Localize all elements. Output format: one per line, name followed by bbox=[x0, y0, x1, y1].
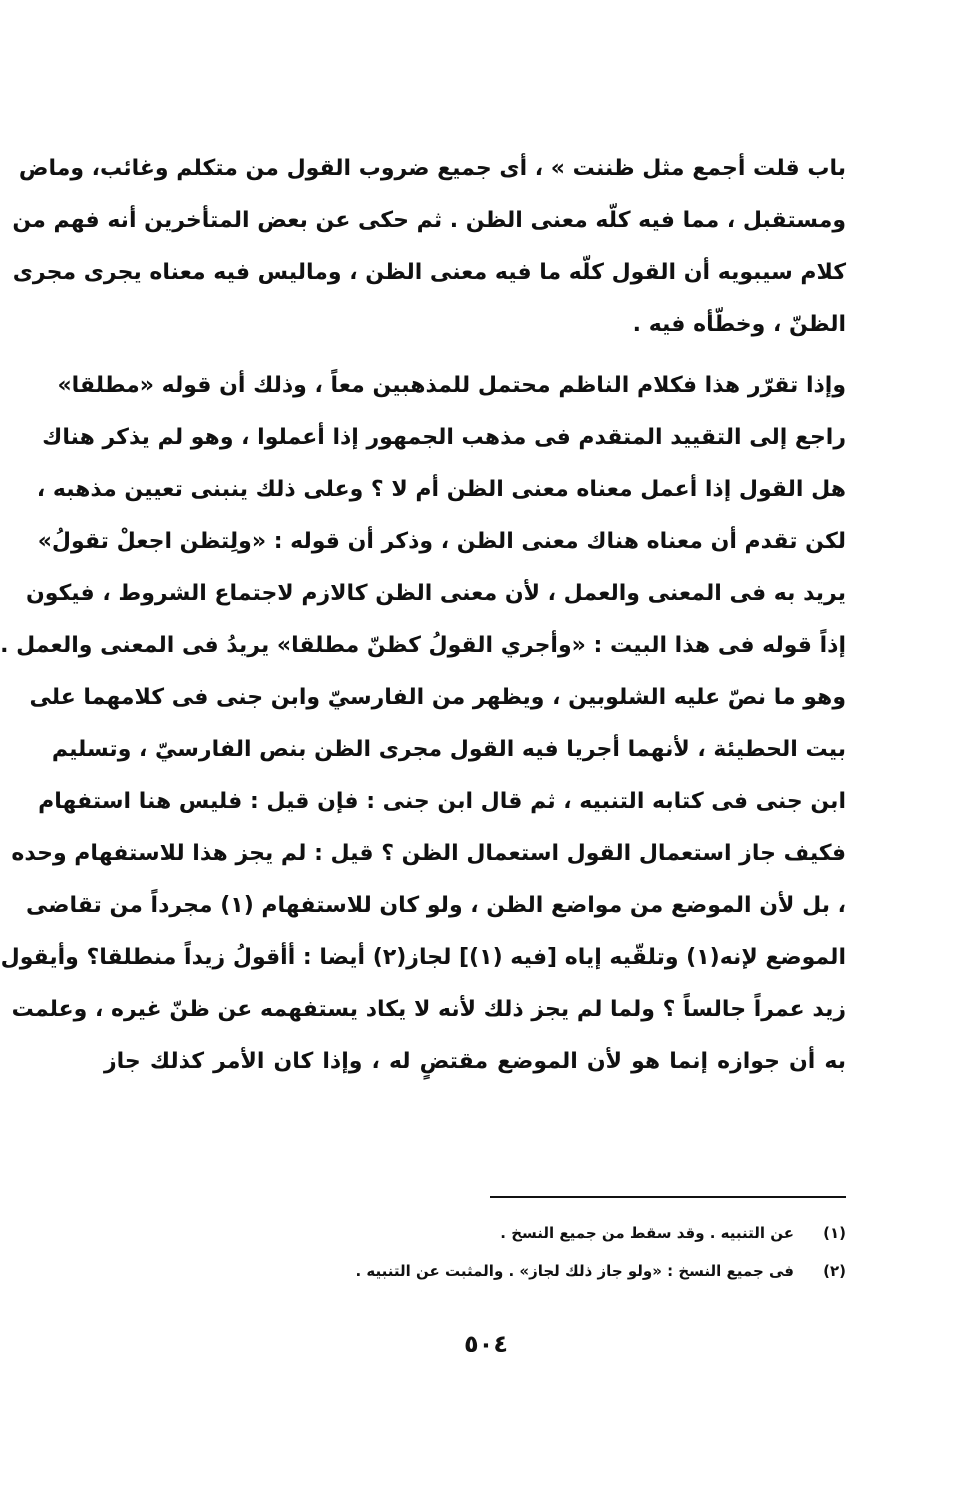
paragraph-2 bbox=[0, 360, 846, 1088]
text-line: ومستقبل ، مما فيه كلّه معنى الظن . ثم حكى عن بعض المتأخرين أنه فهم من bbox=[12, 208, 846, 233]
text-line: راجع إلى التقييد المتقدم فى مذهب الجمهور إذا أعملوا ، وهو لم يذكر هناك bbox=[42, 425, 846, 450]
text-line: لكن تقدم أن معناه هناك معنى الظن ، وذكر أن قوله : «ولِتظن اجعلْ تقولُ» bbox=[37, 529, 846, 554]
text-line: الموضع لإنه(١) وتلقّيه إياه [فيه (١)] لجاز(٢) أيضا : أأقولُ زيداً منطلقا؟ وأيقول bbox=[0, 945, 846, 970]
text-line: هل القول إذا أعمل معناه معنى الظن أم لا ؟ وعلى ذلك ينبنى تعيين مذهبه ، bbox=[36, 477, 846, 502]
text-line: فكيف جاز استعمال القول استعمال الظن ؟ قيل : لم يجز هذا للاستفهام وحده bbox=[11, 841, 846, 866]
footnote-2 bbox=[208, 1252, 846, 1290]
footnote-1 bbox=[208, 1214, 846, 1252]
text-line: باب قلت أجمع مثل ظننت » ، أى جميع ضروب القول من متكلم وغائب، وماض bbox=[18, 156, 846, 181]
text-line: ، بل لأن الموضع من مواضع الظن ، ولو كان للاستفهام (١) مجرداً من تقاضى bbox=[25, 893, 846, 918]
text-line: به أن جوازه إنما هو لأن الموضع مقتضٍ له ، وإذا كان الأمر كذلك جاز bbox=[104, 1049, 846, 1074]
text-line: زيد عمراً جالساً ؟ ولما لم يجز ذلك لأنه لا يكاد يستفهمه عن ظنّ غيره ، وعلمت bbox=[11, 997, 846, 1022]
footnote-text: فى جميع النسخ : «ولو جاز ذلك لجاز» . والمثبت عن التنبيه . bbox=[355, 1262, 794, 1280]
footnotes bbox=[208, 1214, 846, 1290]
text-line: كلام سيبويه أن القول كلّه ما فيه معنى الظن ، وماليس فيه معناه يجرى مجرى bbox=[12, 260, 846, 285]
text-line: ابن جنى فى كتابه التنبيه ، ثم قال ابن جنى : فإن قيل : فليس هنا استفهام bbox=[38, 789, 846, 814]
text-line: وهو ما نصّ عليه الشلوبين ، ويظهر من الفارسيّ وابن جنى فى كلامهما على bbox=[29, 685, 846, 710]
footnote-text: عن التنبيه . وقد سقط من جميع النسخ . bbox=[500, 1224, 794, 1242]
text-line: بيت الحطيئة ، لأنهما أجريا فيه القول مجرى الظن بنص الفارسيّ ، وتسليم bbox=[51, 737, 846, 762]
footnote-number: (١) bbox=[823, 1224, 846, 1242]
footnote-divider bbox=[490, 1196, 846, 1198]
page-number: ٥٠٤ bbox=[464, 1330, 508, 1358]
paragraph-1 bbox=[12, 143, 846, 351]
text-line: يريد به فى المعنى والعمل ، لأن معنى الظن كالازم لاجتماع الشروط ، فيكون bbox=[25, 581, 846, 606]
footnote-number: (٢) bbox=[823, 1262, 846, 1280]
text-line: الظنّ ، وخطّأه فيه . bbox=[632, 312, 846, 337]
text-line: إذاً قوله فى هذا البيت : «وأجري القولُ كظنّ مطلقا» يريدُ فى المعنى والعمل . bbox=[0, 633, 846, 658]
text-line: وإذا تقرّر هذا فكلام الناظم محتمل للمذهبين معاً ، وذلك أن قوله «مطلقا» bbox=[57, 373, 846, 398]
